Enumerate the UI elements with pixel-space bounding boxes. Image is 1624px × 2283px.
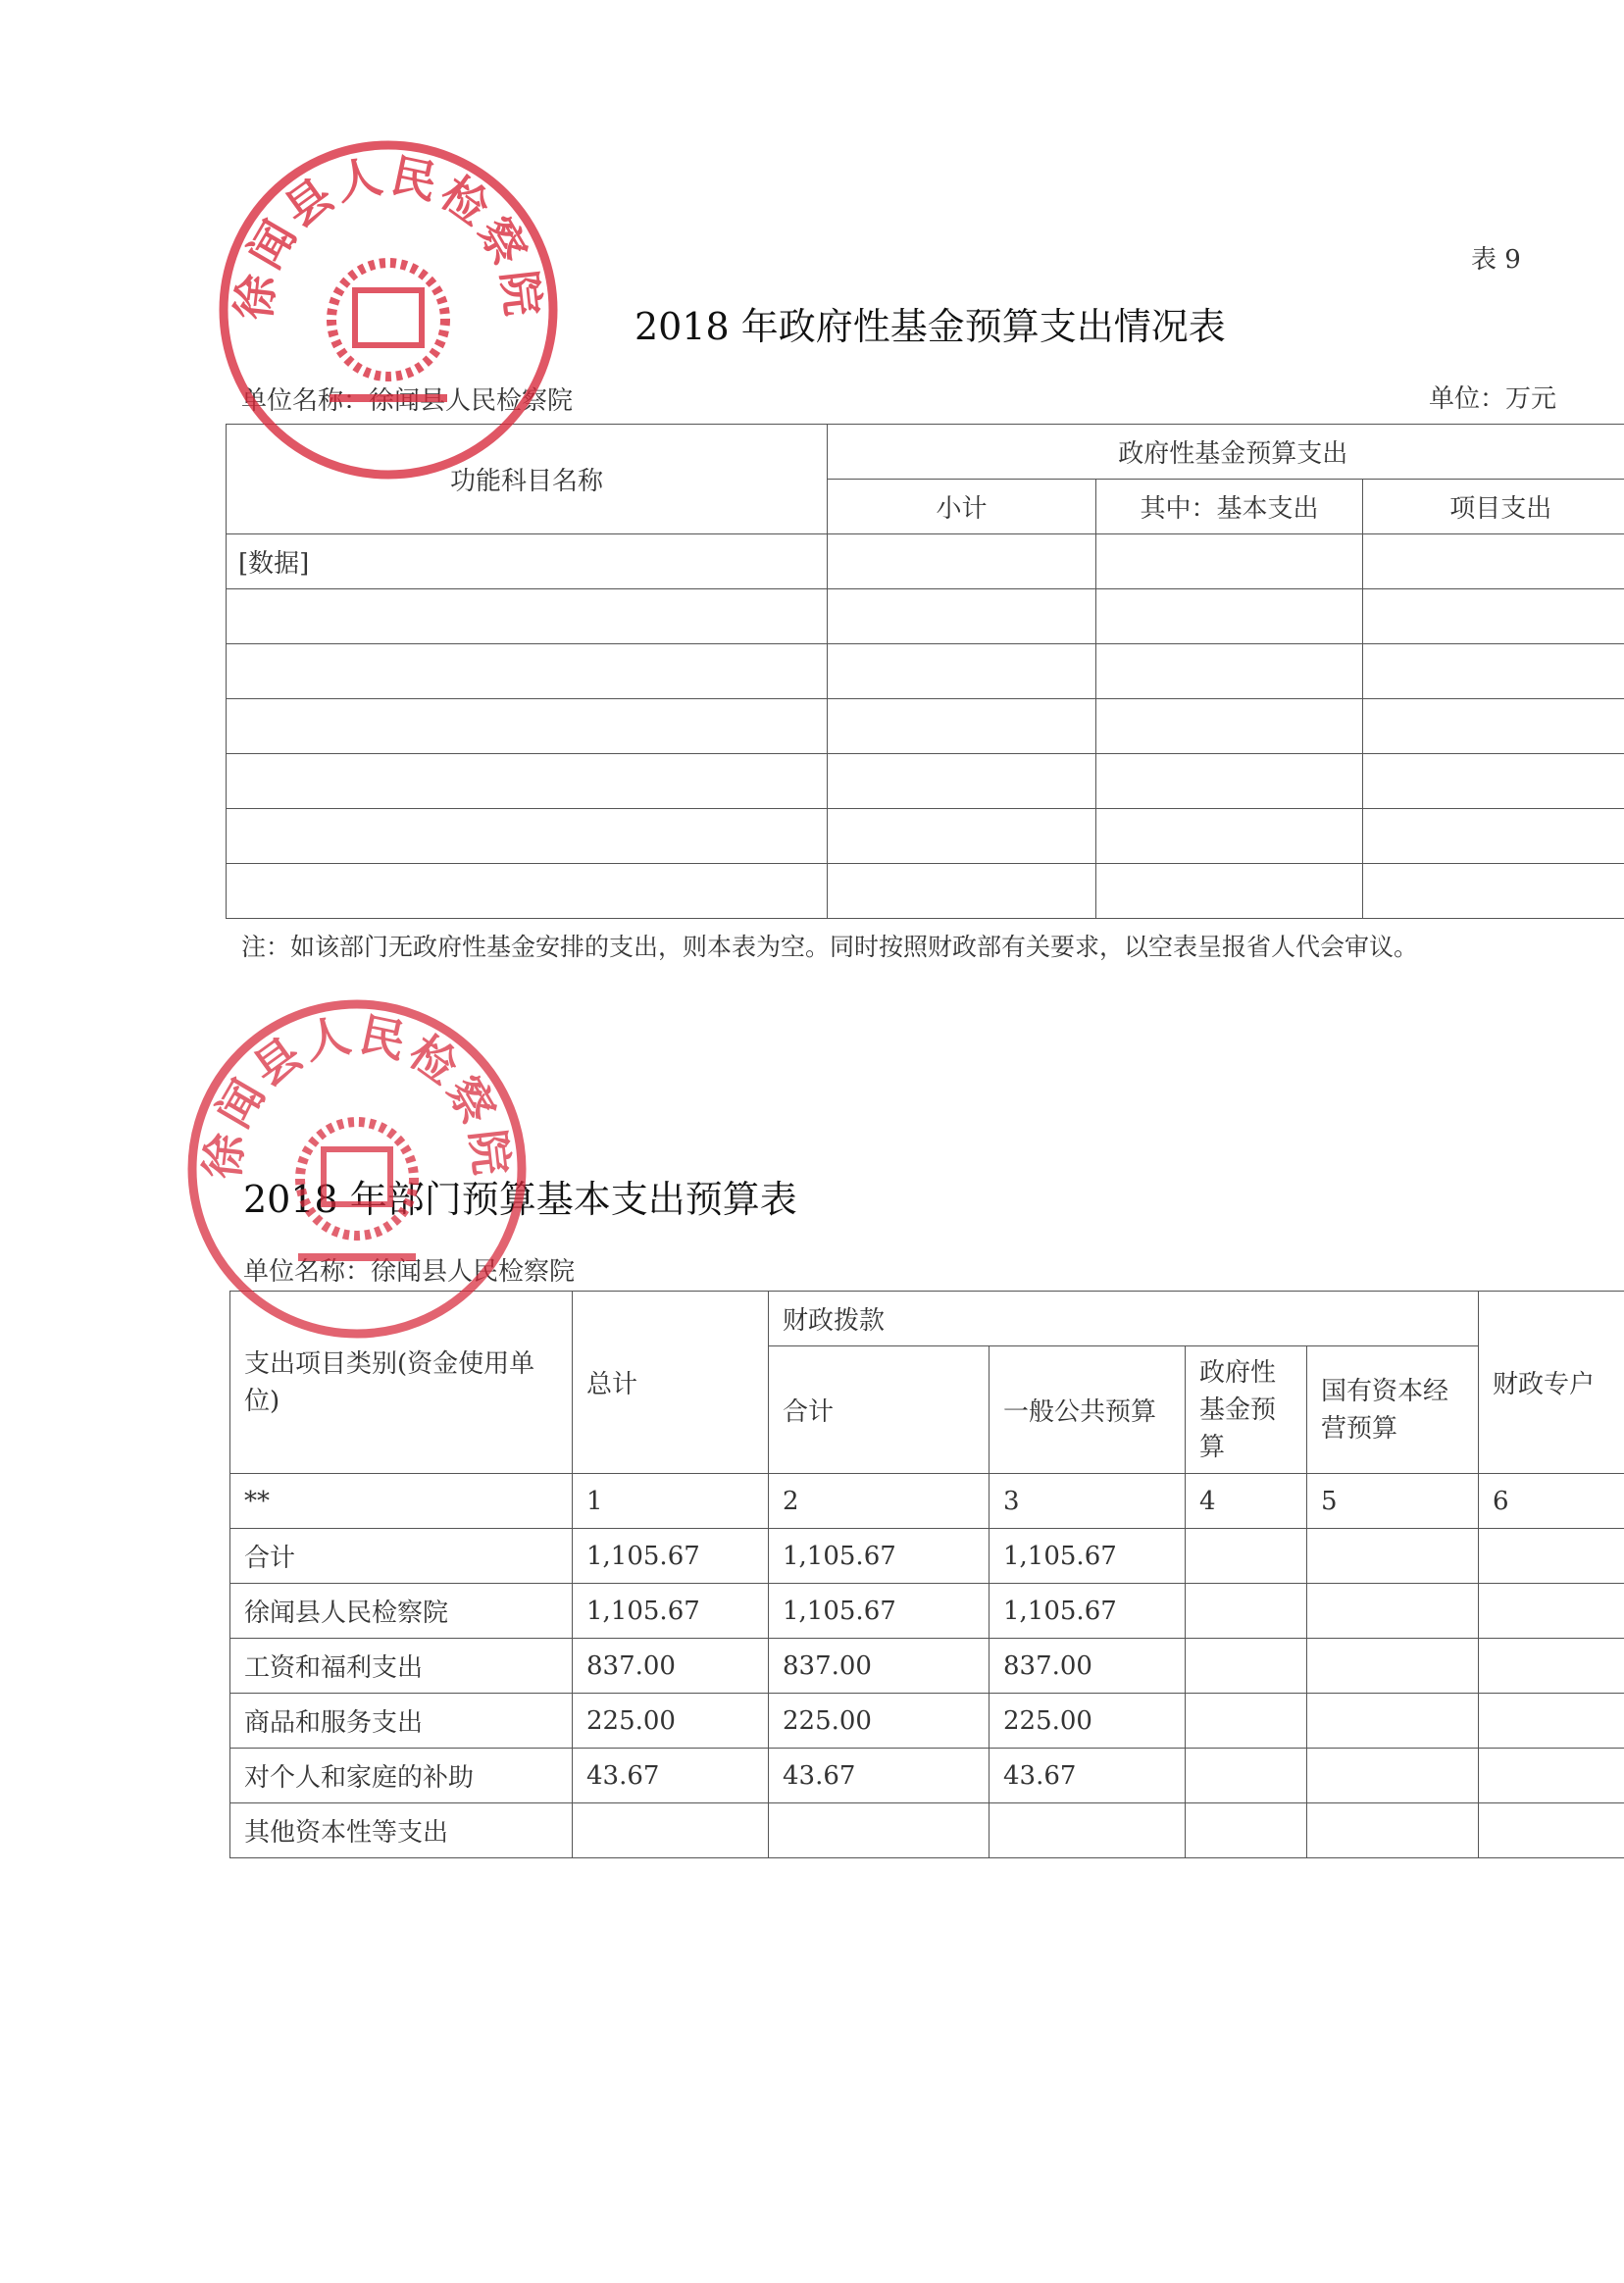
table-cell bbox=[1307, 1803, 1479, 1858]
table-cell: 徐闻县人民检察院 bbox=[230, 1584, 573, 1639]
table-cell bbox=[1186, 1529, 1307, 1584]
table-cell bbox=[1363, 534, 1624, 589]
table-row bbox=[227, 864, 1624, 919]
table-cell: 43.67 bbox=[990, 1749, 1186, 1803]
table-cell: 6 bbox=[1479, 1474, 1624, 1529]
table-cell: 837.00 bbox=[573, 1639, 769, 1694]
table1-unit: 单位：万元 bbox=[1429, 384, 1557, 414]
table-cell bbox=[990, 1803, 1186, 1858]
header-state-capital: 国有资本经营预算 bbox=[1307, 1346, 1479, 1474]
table-cell: 225.00 bbox=[990, 1694, 1186, 1749]
header-general: 一般公共预算 bbox=[990, 1346, 1186, 1474]
table-row bbox=[227, 534, 1624, 589]
table-cell: 1 bbox=[573, 1474, 769, 1529]
table-cell bbox=[828, 809, 1096, 864]
table-cell bbox=[1479, 1749, 1624, 1803]
table-row bbox=[227, 754, 1624, 809]
table-cell bbox=[1096, 864, 1363, 919]
table-cell: 2 bbox=[769, 1474, 990, 1529]
table-row bbox=[227, 699, 1624, 754]
seal-text: 徐闻县人民检察院 bbox=[228, 150, 548, 323]
table-cell bbox=[1307, 1694, 1479, 1749]
table-row bbox=[227, 644, 1624, 699]
table-cell: 43.67 bbox=[769, 1749, 990, 1803]
table-cell bbox=[227, 644, 828, 699]
table-cell: 837.00 bbox=[990, 1639, 1186, 1694]
table1-note: 注：如该部门无政府性基金安排的支出，则本表为空。同时按照财政部有关要求，以空表呈报省人代会审议。 bbox=[241, 933, 1419, 961]
table-cell bbox=[1479, 1803, 1624, 1858]
table-row bbox=[227, 589, 1624, 644]
table-cell: 工资和福利支出 bbox=[230, 1639, 573, 1694]
table-cell bbox=[227, 864, 828, 919]
table-cell bbox=[1186, 1694, 1307, 1749]
table-cell bbox=[1479, 1694, 1624, 1749]
table-cell bbox=[1307, 1584, 1479, 1639]
table-cell bbox=[1307, 1529, 1479, 1584]
table-cell: 4 bbox=[1186, 1474, 1307, 1529]
header-subtotal: 小计 bbox=[828, 480, 1096, 534]
table-cell bbox=[227, 699, 828, 754]
table-cell bbox=[227, 809, 828, 864]
table-row bbox=[230, 1529, 1624, 1584]
table-cell: 837.00 bbox=[769, 1639, 990, 1694]
table-row bbox=[230, 1749, 1624, 1803]
table-cell bbox=[1363, 699, 1624, 754]
table-cell: 1,105.67 bbox=[769, 1584, 990, 1639]
table-cell: 商品和服务支出 bbox=[230, 1694, 573, 1749]
table-number: 表 9 bbox=[1471, 245, 1521, 275]
table-cell bbox=[1363, 864, 1624, 919]
header-sum: 合计 bbox=[769, 1346, 990, 1474]
table-cell bbox=[1096, 589, 1363, 644]
table-cell bbox=[1363, 644, 1624, 699]
table-cell bbox=[828, 699, 1096, 754]
table-cell bbox=[1479, 1529, 1624, 1584]
table-cell bbox=[1479, 1639, 1624, 1694]
table-cell bbox=[828, 754, 1096, 809]
header-fiscal: 财政拨款 bbox=[769, 1292, 1479, 1346]
header-gov-fund: 政府性基金预算 bbox=[1186, 1346, 1307, 1474]
table-cell bbox=[227, 589, 828, 644]
table-cell bbox=[828, 589, 1096, 644]
table-cell: 1,105.67 bbox=[990, 1584, 1186, 1639]
table-row bbox=[227, 809, 1624, 864]
official-seal bbox=[180, 992, 533, 1345]
table-row bbox=[230, 1694, 1624, 1749]
table-cell bbox=[1096, 644, 1363, 699]
table-cell: 225.00 bbox=[769, 1694, 990, 1749]
table1-unit-name: 单位名称：徐闻县人民检察院 bbox=[241, 386, 574, 416]
table-cell bbox=[1307, 1749, 1479, 1803]
header-function-name: 功能科目名称 bbox=[227, 425, 828, 534]
table2-title: 2018 年部门预算基本支出预算表 bbox=[243, 1178, 797, 1221]
table-cell: 1,105.67 bbox=[573, 1529, 769, 1584]
table-cell bbox=[1096, 534, 1363, 589]
table-cell: 225.00 bbox=[573, 1694, 769, 1749]
table-cell bbox=[227, 754, 828, 809]
table-cell bbox=[1307, 1639, 1479, 1694]
table-cell bbox=[1186, 1803, 1307, 1858]
table-cell: 对个人和家庭的补助 bbox=[230, 1749, 573, 1803]
table2 bbox=[229, 1291, 1624, 1858]
table-cell bbox=[828, 864, 1096, 919]
table-cell: 1,105.67 bbox=[769, 1529, 990, 1584]
table-cell bbox=[1186, 1749, 1307, 1803]
table-row bbox=[230, 1639, 1624, 1694]
table-cell bbox=[1186, 1639, 1307, 1694]
table-cell: 合计 bbox=[230, 1529, 573, 1584]
table-cell: 1,105.67 bbox=[990, 1529, 1186, 1584]
table-cell bbox=[828, 534, 1096, 589]
table-row bbox=[230, 1474, 1624, 1529]
table-cell: [数据] bbox=[227, 534, 828, 589]
table1-title: 2018 年政府性基金预算支出情况表 bbox=[634, 305, 1226, 348]
header-project: 项目支出 bbox=[1363, 480, 1624, 534]
table-row bbox=[230, 1584, 1624, 1639]
table-cell bbox=[1096, 809, 1363, 864]
header-category: 支出项目类别(资金使用单位) bbox=[230, 1292, 573, 1474]
table-cell bbox=[1363, 589, 1624, 644]
seal-text: 徐闻县人民检察院 bbox=[197, 1009, 517, 1182]
table-cell: 1,105.67 bbox=[573, 1584, 769, 1639]
header-fund-expenditure: 政府性基金预算支出 bbox=[828, 425, 1624, 480]
table-cell bbox=[1186, 1584, 1307, 1639]
table-cell bbox=[828, 644, 1096, 699]
table1 bbox=[226, 424, 1624, 919]
table-cell bbox=[769, 1803, 990, 1858]
header-basic: 其中：基本支出 bbox=[1096, 480, 1363, 534]
table-cell bbox=[1096, 699, 1363, 754]
table-cell bbox=[1479, 1584, 1624, 1639]
table-cell: 5 bbox=[1307, 1474, 1479, 1529]
table-cell bbox=[1096, 754, 1363, 809]
table-cell: ** bbox=[230, 1474, 573, 1529]
table-cell: 43.67 bbox=[573, 1749, 769, 1803]
table-row bbox=[230, 1803, 1624, 1858]
official-seal bbox=[212, 133, 565, 486]
header-special: 财政专户 bbox=[1479, 1292, 1624, 1474]
table2-unit-name: 单位名称：徐闻县人民检察院 bbox=[243, 1257, 576, 1287]
table-cell: 3 bbox=[990, 1474, 1186, 1529]
header-total: 总计 bbox=[573, 1292, 769, 1474]
table-cell: 其他资本性等支出 bbox=[230, 1803, 573, 1858]
table-cell bbox=[1363, 754, 1624, 809]
table-cell bbox=[573, 1803, 769, 1858]
table-cell bbox=[1363, 809, 1624, 864]
